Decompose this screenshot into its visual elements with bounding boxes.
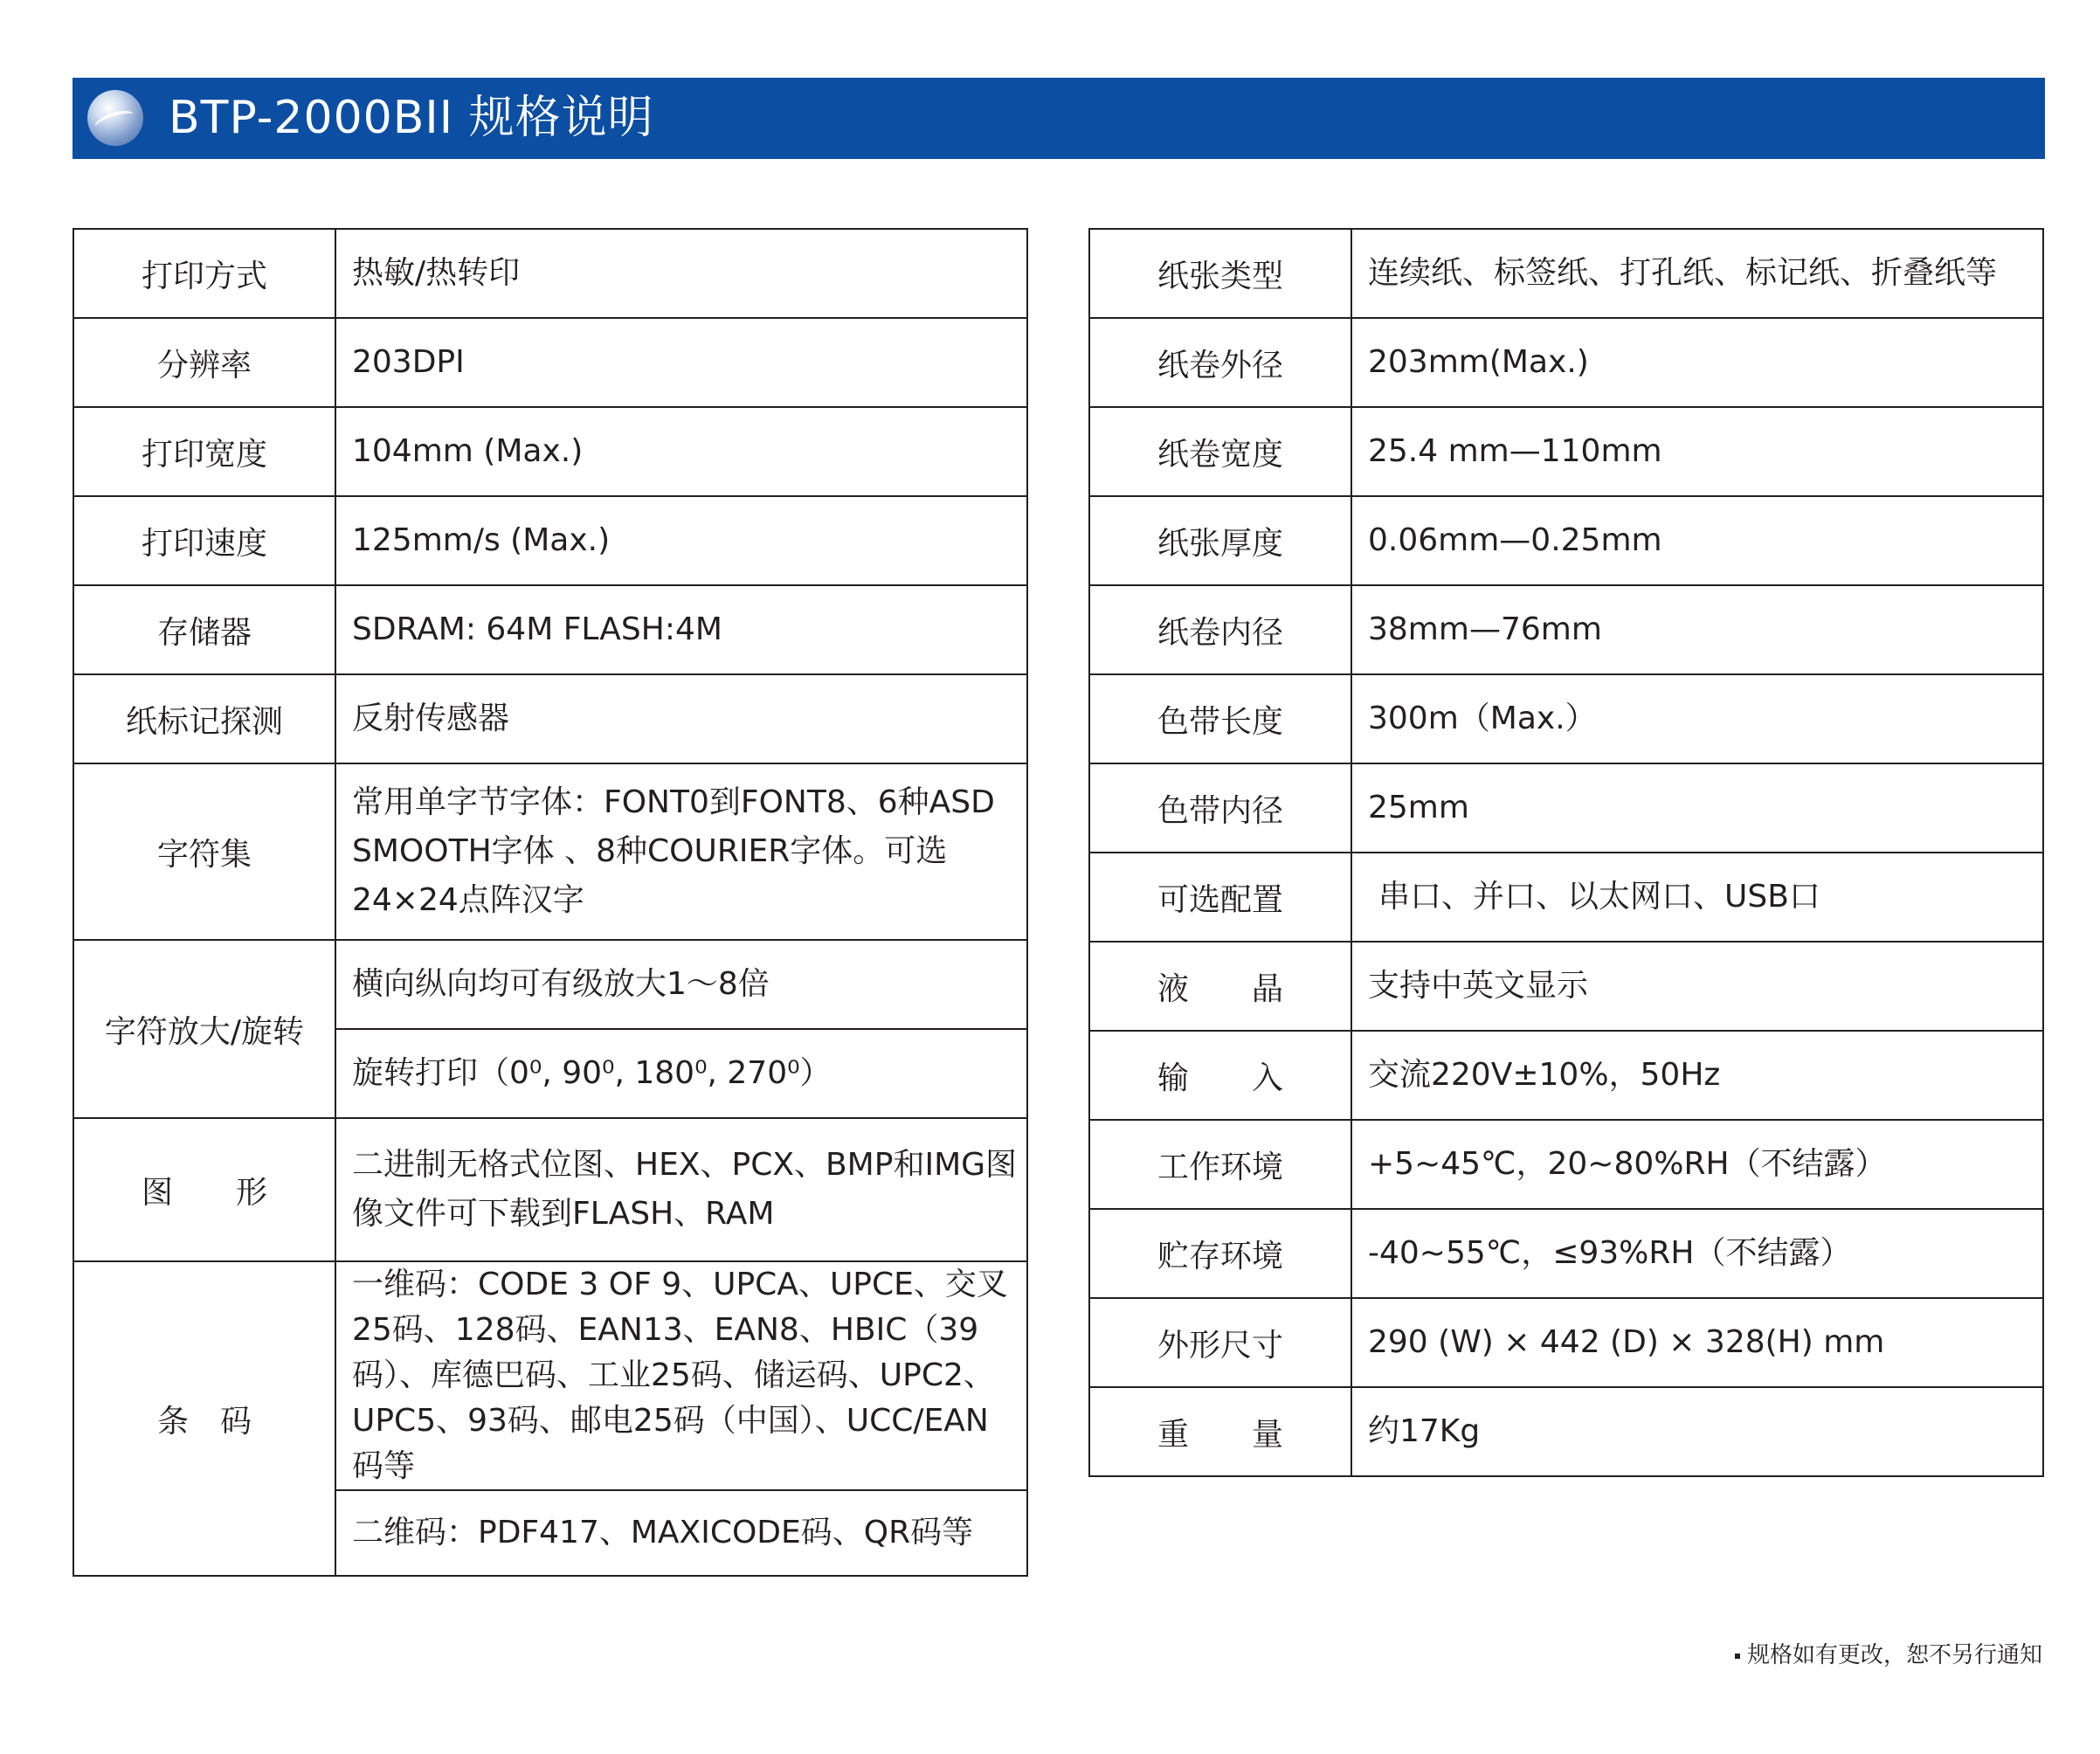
spec-value: 横向纵向均可有级放大1～8倍 <box>335 940 1027 1029</box>
spec-label: 工作环境 <box>1089 1120 1351 1209</box>
spec-value: 203DPI <box>335 318 1027 407</box>
spec-value: 约17Kg <box>1351 1387 2043 1476</box>
spec-label: 分辨率 <box>73 318 335 407</box>
spec-label: 纸标记探测 <box>73 674 335 763</box>
table-row <box>73 229 1027 318</box>
spec-value: 300m（Max.） <box>1351 674 2043 763</box>
spec-label: 纸张类型 <box>1089 229 1351 318</box>
spec-label: 字符集 <box>73 763 335 940</box>
table-row <box>73 1118 1027 1261</box>
table-row <box>1089 1298 2043 1387</box>
table-row <box>1089 229 2043 318</box>
spec-label: 纸卷外径 <box>1089 318 1351 407</box>
bullet-icon <box>1735 1654 1740 1659</box>
table-row <box>1089 853 2043 942</box>
spec-value: -40~55℃，≤93%RH（不结露） <box>1351 1209 2043 1298</box>
footnote <box>1735 1637 2042 1669</box>
spec-label: 打印宽度 <box>73 407 335 496</box>
footnote-text: 规格如有更改，恕不另行通知 <box>1746 1642 2042 1668</box>
table-row <box>1089 1031 2043 1120</box>
spec-value: 常用单字节字体：FONT0到FONT8、6种ASD SMOOTH字体 、8种COURIER字体。可选24×24点阵汉字 <box>335 763 1027 940</box>
spec-value: 二维码：PDF417、MAXICODE码、QR码等 <box>335 1490 1027 1576</box>
spec-value: 125mm/s (Max.) <box>335 496 1027 585</box>
table-row <box>1089 1209 2043 1298</box>
table-row <box>1089 318 2043 407</box>
table-row <box>73 585 1027 674</box>
spec-value: 38mm—76mm <box>1351 585 2043 674</box>
spec-label: 条 码 <box>73 1261 335 1576</box>
spec-label: 字符放大/旋转 <box>73 940 335 1118</box>
page-title: BTP-2000BII 规格说明 <box>169 92 654 144</box>
spec-value: 热敏/热转印 <box>335 229 1027 318</box>
spec-label: 色带内径 <box>1089 763 1351 853</box>
spec-value: 203mm(Max.) <box>1351 318 2043 407</box>
spec-label: 液 晶 <box>1089 942 1351 1031</box>
table-row <box>73 407 1027 496</box>
spec-value: 旋转打印（0⁰, 90⁰, 180⁰, 270⁰） <box>335 1029 1027 1118</box>
table-row <box>1089 496 2043 585</box>
table-row <box>1089 763 2043 853</box>
spec-label: 纸卷内径 <box>1089 585 1351 674</box>
spec-label: 外形尺寸 <box>1089 1298 1351 1387</box>
spec-label: 打印方式 <box>73 229 335 318</box>
spec-value: 0.06mm—0.25mm <box>1351 496 2043 585</box>
table-row <box>1089 1387 2043 1476</box>
right-spec-table <box>1088 228 2044 1477</box>
spec-value: 二进制无格式位图、HEX、PCX、BMP和IMG图像文件可下载到FLASH、RAM <box>335 1118 1027 1261</box>
table-row <box>1089 942 2043 1031</box>
table-row <box>1089 674 2043 763</box>
spec-value: 25.4 mm—110mm <box>1351 407 2043 496</box>
logo-sphere-icon <box>87 90 143 146</box>
spec-value: 支持中英文显示 <box>1351 942 2043 1031</box>
table-row <box>1089 1120 2043 1209</box>
spec-value: 25mm <box>1351 763 2043 853</box>
table-row <box>73 1261 1027 1490</box>
table-row <box>73 674 1027 763</box>
spec-label: 纸张厚度 <box>1089 496 1351 585</box>
spec-value: 交流220V±10%，50Hz <box>1351 1031 2043 1120</box>
table-row <box>73 318 1027 407</box>
spec-label: 图 形 <box>73 1118 335 1261</box>
spec-value: 串口、并口、以太网口、USB口 <box>1351 853 2043 942</box>
table-row <box>1089 585 2043 674</box>
table-row <box>73 763 1027 940</box>
spec-label: 可选配置 <box>1089 853 1351 942</box>
spec-label: 重 量 <box>1089 1387 1351 1476</box>
spec-value: 一维码：CODE 3 OF 9、UPCA、UPCE、交叉25码、128码、EAN13、EAN8、HBIC（39码）、库德巴码、工业25码、储运码、UPC2、UPC5、93码、邮电25码（中国）、UCC/EAN码等 <box>335 1261 1027 1490</box>
spec-value: 104mm (Max.) <box>335 407 1027 496</box>
spec-value: SDRAM: 64M FLASH:4M <box>335 585 1027 674</box>
spec-value: +5~45℃，20~80%RH（不结露） <box>1351 1120 2043 1209</box>
spec-label: 存储器 <box>73 585 335 674</box>
spec-label: 输 入 <box>1089 1031 1351 1120</box>
spec-value: 290 (W) × 442 (D) × 328(H) mm <box>1351 1298 2043 1387</box>
spec-value: 反射传感器 <box>335 674 1027 763</box>
table-row <box>1089 407 2043 496</box>
left-spec-table <box>73 228 1028 1577</box>
table-row <box>73 496 1027 585</box>
header-bar <box>73 78 2045 159</box>
spec-label: 贮存环境 <box>1089 1209 1351 1298</box>
spec-label: 打印速度 <box>73 496 335 585</box>
table-row <box>73 940 1027 1029</box>
spec-label: 纸卷宽度 <box>1089 407 1351 496</box>
spec-label: 色带长度 <box>1089 674 1351 763</box>
spec-value: 连续纸、标签纸、打孔纸、标记纸、折叠纸等 <box>1351 229 2043 318</box>
